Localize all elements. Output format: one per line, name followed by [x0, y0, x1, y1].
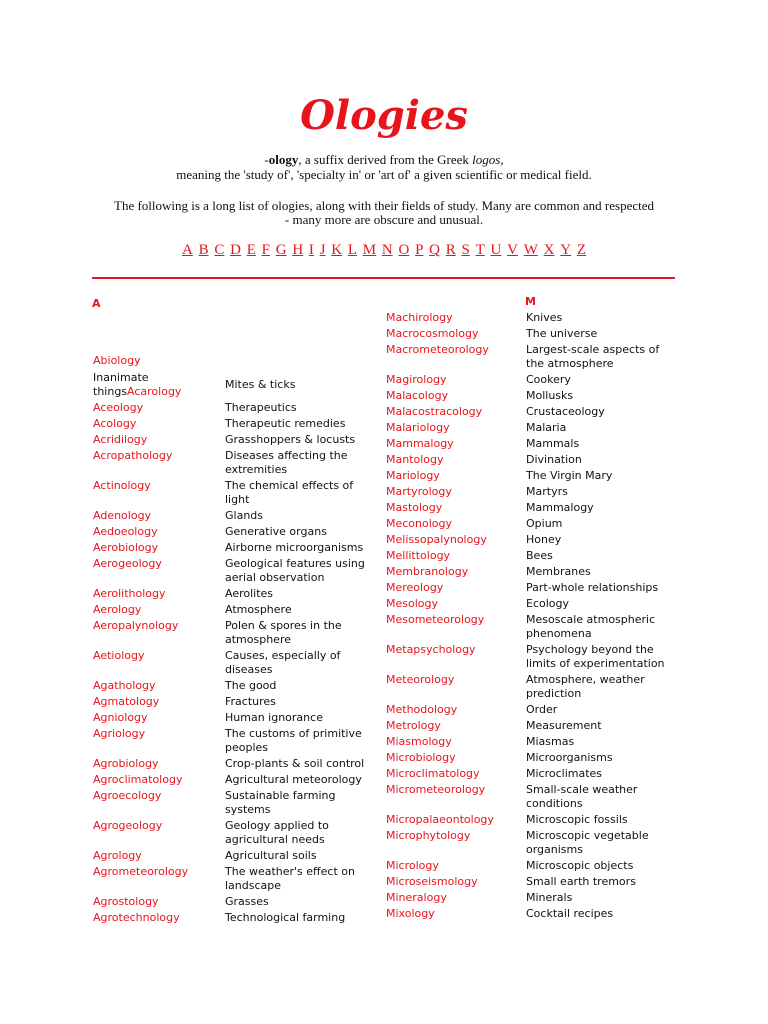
ology-definition: The universe	[526, 327, 598, 340]
ology-term[interactable]: Macrocosmology	[386, 327, 479, 340]
ology-term[interactable]: Micrometeorology	[386, 783, 486, 796]
alphabet-link-g[interactable]: G	[275, 242, 287, 258]
alphabet-link-j[interactable]: J	[319, 242, 326, 258]
ology-term[interactable]: Agrotechnology	[93, 911, 180, 924]
ology-term[interactable]: Aceology	[93, 401, 144, 414]
ology-definition: Microscopic fossils	[526, 813, 628, 826]
alphabet-link-i[interactable]: I	[308, 242, 314, 258]
ology-definition: Cocktail recipes	[526, 907, 614, 920]
ology-definition: Aerolites	[225, 587, 274, 600]
ology-definition: Sustainable farming systems	[225, 789, 336, 816]
ology-definition: Human ignorance	[225, 711, 323, 724]
intro-logos: logos	[472, 152, 501, 167]
ology-definition: Atmosphere, weather prediction	[526, 673, 645, 700]
ology-term[interactable]: Miasmology	[386, 735, 452, 748]
ology-term[interactable]: Agrology	[93, 849, 142, 862]
ology-term[interactable]: Aerology	[93, 603, 142, 616]
ology-term[interactable]: Martyrology	[386, 485, 452, 498]
ology-term[interactable]: Membranology	[386, 565, 469, 578]
ology-term[interactable]: Mixology	[386, 907, 435, 920]
intro-suffix: ,	[500, 152, 504, 167]
ology-definition: Microscopic objects	[526, 859, 634, 872]
ology-term[interactable]: Meconology	[386, 517, 453, 530]
ology-term[interactable]: Aedoeology	[93, 525, 158, 538]
ology-definition: The Virgin Mary	[526, 469, 613, 482]
ology-definition: Miasmas	[526, 735, 575, 748]
ology-definition: Honey	[526, 533, 562, 546]
ology-term[interactable]: Agrobiology	[93, 757, 159, 770]
ology-term[interactable]: Macrometeorology	[386, 343, 489, 356]
alphabet-link-u[interactable]: U	[490, 242, 502, 258]
ology-term[interactable]: Abiology	[93, 354, 141, 367]
ology-term[interactable]: Acology	[93, 417, 137, 430]
ology-definition: Mollusks	[526, 389, 574, 402]
alphabet-link-t[interactable]: T	[475, 242, 485, 258]
ology-term[interactable]: Micrology	[386, 859, 439, 872]
alphabet-link-e[interactable]: E	[246, 242, 256, 258]
ology-term[interactable]: Aetiology	[93, 649, 145, 662]
alphabet-link-d[interactable]: D	[230, 242, 241, 258]
alphabet-link-a[interactable]: A	[182, 242, 193, 258]
ology-definition: Bees	[526, 549, 553, 562]
ology-definition: Causes, especially of diseases	[225, 649, 341, 676]
ology-definition: Crop-plants & soil control	[225, 757, 365, 770]
page-title: Ologies	[300, 92, 468, 139]
ology-definition: Ecology	[526, 597, 570, 610]
ology-term[interactable]: Mesology	[386, 597, 438, 610]
ology-definition: Polen & spores in the atmosphere	[225, 619, 342, 646]
ology-term[interactable]: Agroclimatology	[93, 773, 183, 786]
intro-line-4: - many more are obscure and unusual.	[284, 212, 484, 227]
alphabet-link-h[interactable]: H	[292, 242, 304, 258]
ology-term[interactable]: Mammalogy	[386, 437, 454, 450]
ology-definition: Martyrs	[526, 485, 568, 498]
ology-definition: Grasshoppers & locusts	[225, 433, 356, 446]
ology-term[interactable]: Meteorology	[386, 673, 455, 686]
ology-term[interactable]: Microbiology	[386, 751, 456, 764]
intro-prefix: -	[264, 152, 269, 167]
alphabet-index	[0, 242, 768, 259]
divider	[92, 277, 675, 279]
ology-definition: Agricultural meteorology	[225, 773, 362, 786]
ology-term[interactable]: Acridilogy	[93, 433, 148, 446]
intro-line-1	[0, 152, 768, 168]
alphabet-link-n[interactable]: N	[381, 242, 393, 258]
ology-term[interactable]: Metrology	[386, 719, 441, 732]
alphabet-link-w[interactable]: W	[523, 242, 538, 258]
intro-line-2: meaning the 'study of', 'specialty in' or 'art of' a given scientific or medical field.	[176, 167, 592, 182]
ology-term[interactable]: Aerobiology	[93, 541, 159, 554]
ology-definition: Grasses	[225, 895, 269, 908]
ology-definition: Order	[526, 703, 558, 716]
alphabet-link-b[interactable]: B	[198, 242, 209, 258]
ology-term[interactable]: Mesometeorology	[386, 613, 485, 626]
ology-definition: Microorganisms	[526, 751, 613, 764]
intro-ology: ology	[268, 152, 299, 167]
ology-term[interactable]: Microseismology	[386, 875, 478, 888]
ology-definition: Microclimates	[526, 767, 603, 780]
ology-definition: The chemical effects of light	[225, 479, 354, 506]
ology-definition: Cookery	[526, 373, 571, 386]
alphabet-link-k[interactable]: K	[331, 242, 343, 258]
alphabet-link-z[interactable]: Z	[576, 242, 586, 258]
ology-definition: Malaria	[526, 421, 567, 434]
ology-term[interactable]: Machirology	[386, 311, 453, 324]
intro-line-3: The following is a long list of ologies, along with their fields of study. Many are common and respected	[114, 198, 654, 213]
ology-term[interactable]: Aerolithology	[93, 587, 166, 600]
section-heading-a: A	[92, 297, 101, 310]
ology-definition: Mites & ticks	[225, 378, 296, 391]
ology-term[interactable]: Agmatology	[93, 695, 160, 708]
ology-term[interactable]: Mariology	[386, 469, 440, 482]
ology-definition: Knives	[526, 311, 563, 324]
ology-definition: Airborne microorganisms	[225, 541, 364, 554]
ology-term[interactable]: Agrogeology	[93, 819, 163, 832]
list-item	[93, 371, 203, 399]
ology-term[interactable]: Malacology	[386, 389, 449, 402]
ology-definition: Atmosphere	[225, 603, 292, 616]
alphabet-link-v[interactable]: V	[507, 242, 518, 258]
ology-definition: Psychology beyond the limits of experimentation	[526, 643, 665, 670]
ology-term[interactable]: Agathology	[93, 679, 156, 692]
ology-term[interactable]: Acarology	[127, 385, 182, 398]
ology-definition: Glands	[225, 509, 264, 522]
alphabet-link-q[interactable]: Q	[429, 242, 440, 258]
ology-definition: Fractures	[225, 695, 276, 708]
ology-definition: Mammals	[526, 437, 580, 450]
abiology-definition: Inanimate things	[93, 371, 149, 398]
ology-term[interactable]: Mellittology	[386, 549, 451, 562]
ology-term[interactable]: Mantology	[386, 453, 444, 466]
alphabet-link-y[interactable]: Y	[560, 242, 572, 258]
alphabet-link-s[interactable]: S	[461, 242, 470, 258]
ology-term[interactable]: Melissopalynology	[386, 533, 487, 546]
ology-term[interactable]: Magirology	[386, 373, 447, 386]
ology-definition: Microscopic vegetable organisms	[526, 829, 649, 856]
ology-term[interactable]: Mereology	[386, 581, 444, 594]
ology-term[interactable]: Adenology	[93, 509, 152, 522]
ology-definition: Mesoscale atmospheric phenomena	[526, 613, 656, 640]
ology-term[interactable]: Microclimatology	[386, 767, 480, 780]
alphabet-link-r[interactable]: R	[445, 242, 456, 258]
ology-definition: Small-scale weather conditions	[526, 783, 638, 810]
alphabet-link-x[interactable]: X	[543, 242, 555, 258]
ology-definition: Technological farming	[225, 911, 346, 924]
section-heading-m: M	[525, 295, 536, 308]
ology-term[interactable]: Aerogeology	[93, 557, 162, 570]
ology-term[interactable]: Actinology	[93, 479, 151, 492]
ology-definition: Small earth tremors	[526, 875, 636, 888]
ology-definition: Geological features using aerial observation	[225, 557, 365, 584]
ology-term[interactable]: Micropalaeontology	[386, 813, 494, 826]
ology-term[interactable]: Mineralogy	[386, 891, 447, 904]
ology-term[interactable]: Malacostracology	[386, 405, 483, 418]
alphabet-link-f[interactable]: F	[261, 242, 270, 258]
ology-definition: Opium	[526, 517, 563, 530]
ology-definition: Mammalogy	[526, 501, 594, 514]
ology-definition: Largest-scale aspects of the atmosphere	[526, 343, 660, 370]
ology-term[interactable]: Malariology	[386, 421, 450, 434]
ology-term[interactable]: Agrostology	[93, 895, 159, 908]
ology-term[interactable]: Methodology	[386, 703, 458, 716]
ology-term[interactable]: Aeropalynology	[93, 619, 179, 632]
ology-definition: Geology applied to agricultural needs	[225, 819, 329, 846]
ology-definition: Agricultural soils	[225, 849, 317, 862]
ology-definition: Diseases affecting the extremities	[225, 449, 348, 476]
ology-definition: Generative organs	[225, 525, 327, 538]
ology-definition: The weather's effect on landscape	[225, 865, 355, 892]
alphabet-link-c[interactable]: C	[214, 242, 225, 258]
ology-definition: Minerals	[526, 891, 573, 904]
alphabet-link-p[interactable]: P	[415, 242, 424, 258]
ology-term[interactable]: Mastology	[386, 501, 443, 514]
ology-definition: Membranes	[526, 565, 591, 578]
ology-term[interactable]: Agroecology	[93, 789, 162, 802]
ology-term[interactable]: Agniology	[93, 711, 148, 724]
ology-definition: Measurement	[526, 719, 602, 732]
ology-term[interactable]: Agriology	[93, 727, 146, 740]
ology-term[interactable]: Acropathology	[93, 449, 173, 462]
intro-middle: , a suffix derived from the Greek	[298, 152, 473, 167]
ology-definition: Part-whole relationships	[526, 581, 659, 594]
ology-term[interactable]: Microphytology	[386, 829, 471, 842]
ology-definition: Crustaceology	[526, 405, 605, 418]
alphabet-link-m[interactable]: M	[362, 242, 377, 258]
ology-definition: The good	[225, 679, 277, 692]
ology-definition: Therapeutic remedies	[225, 417, 346, 430]
ology-term[interactable]: Metapsychology	[386, 643, 476, 656]
ology-definition: The customs of primitive peoples	[225, 727, 362, 754]
ology-term[interactable]: Agrometeorology	[93, 865, 189, 878]
ology-definition: Therapeutics	[225, 401, 297, 414]
ology-definition: Divination	[526, 453, 582, 466]
alphabet-link-l[interactable]: L	[347, 242, 358, 258]
alphabet-link-o[interactable]: O	[398, 242, 410, 258]
